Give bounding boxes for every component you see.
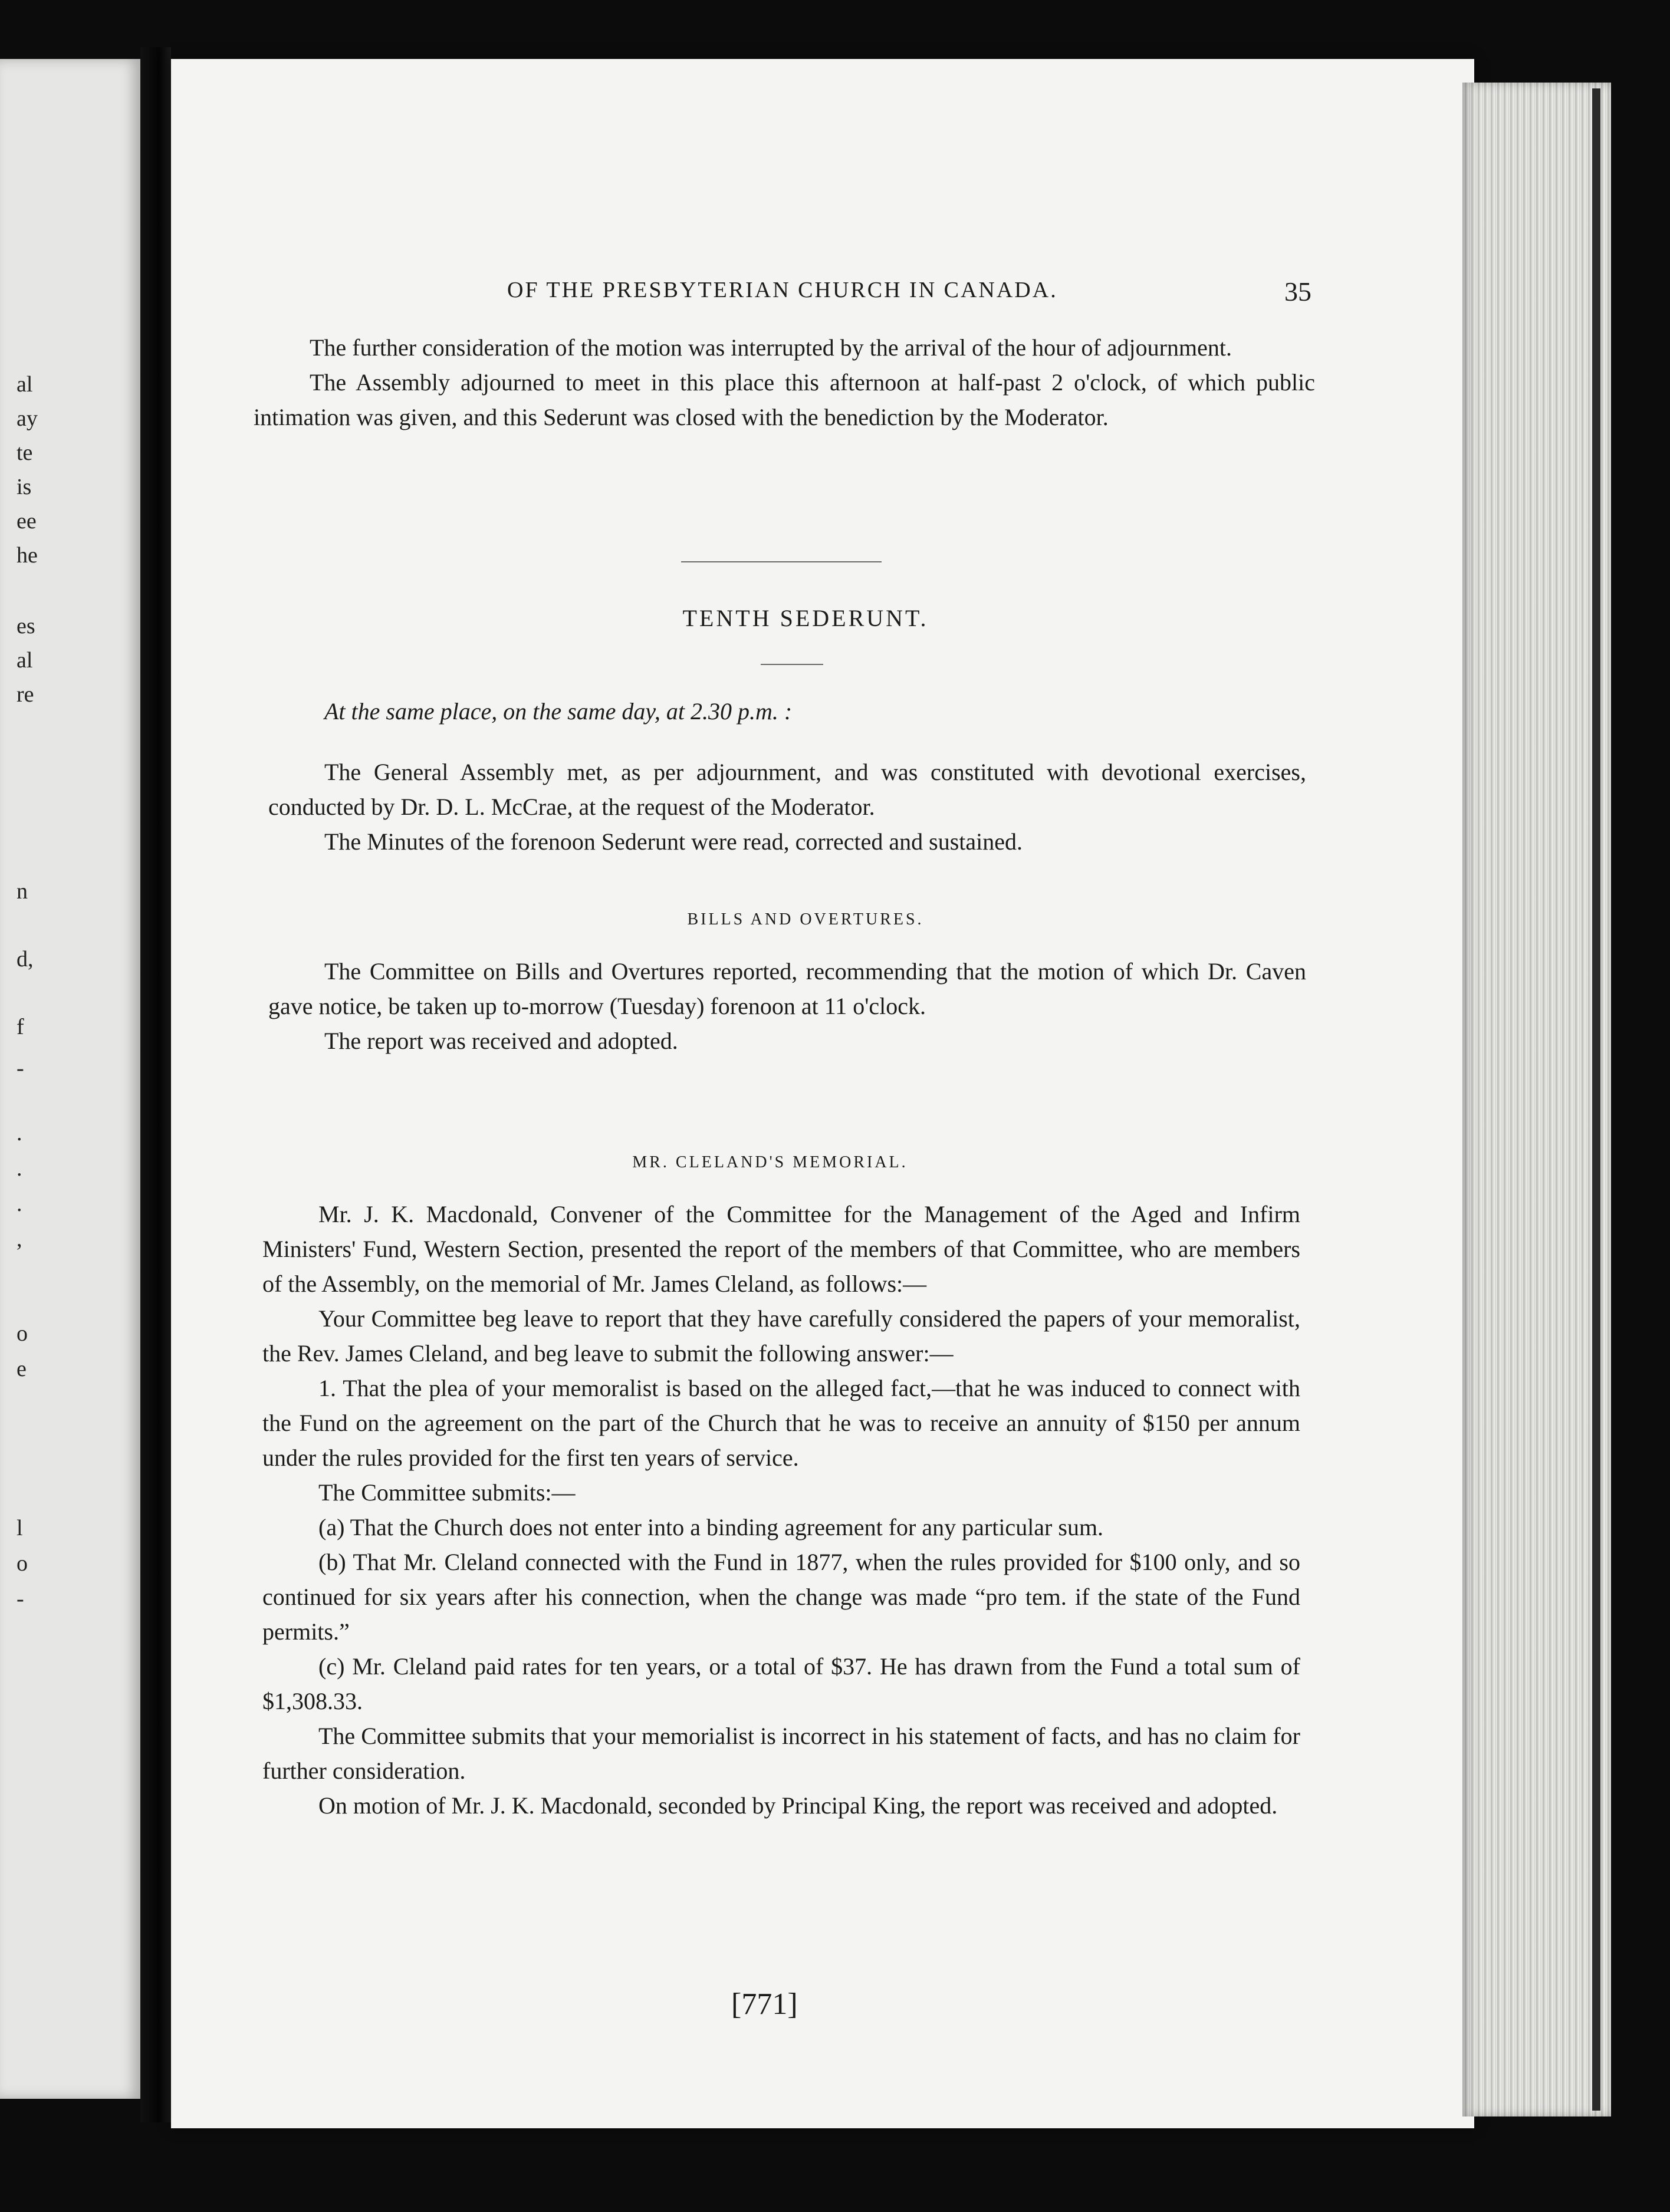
bills-heading: BILLS AND OVERTURES. xyxy=(687,910,924,929)
left-fragment: es xyxy=(17,614,35,638)
left-fragment: te xyxy=(17,440,33,465)
page-number: 35 xyxy=(1284,276,1311,307)
left-fragment: o xyxy=(17,1321,28,1346)
section-2-text xyxy=(268,755,1306,859)
page-edge-shadow xyxy=(1592,88,1600,2111)
left-fragment: is xyxy=(17,475,32,499)
left-fragment: f xyxy=(17,1015,24,1039)
left-fragment: al xyxy=(17,648,33,673)
left-fragment: - xyxy=(17,1586,24,1611)
paragraph: The Committee on Bills and Overtures reported, recommending that the motion of which Dr. Caven gave notice, be taken up to-morrow (Tuesday) forenoon at 11 o'clock. xyxy=(268,958,1306,1019)
paragraph: Your Committee beg leave to report that they have carefully considered the papers of your memoralist, the Rev. James Cleland, and beg leave to submit the following answer:— xyxy=(262,1305,1300,1367)
left-fragment: ee xyxy=(17,509,37,534)
paragraph: The General Assembly met, as per adjournment, and was constituted with devotional exercises, conducted by Dr. D. L. McCrae, at the request of the Moderator. xyxy=(268,759,1306,820)
left-fragment: d, xyxy=(17,947,34,972)
paragraph: (b) That Mr. Cleland connected with the Fund in 1877, when the rules provided for $100 only, and so continued for six years after his connection, when the change was made “pro tem. if the state of the Fund permits.” xyxy=(262,1549,1300,1645)
paragraph: The Minutes of the forenoon Sederunt were read, corrected and sustained. xyxy=(324,828,1023,855)
left-fragment: ay xyxy=(17,406,38,431)
section-1-text xyxy=(254,330,1315,434)
left-fragment: o xyxy=(17,1551,28,1576)
left-fragment: . xyxy=(17,1121,22,1146)
paragraph: (a) That the Church does not enter into a binding agreement for any particular sum. xyxy=(318,1514,1104,1540)
left-fragment: e xyxy=(17,1357,27,1381)
left-facing-page xyxy=(0,59,140,2099)
left-fragment: he xyxy=(17,543,38,568)
left-fragment: , xyxy=(17,1227,22,1252)
left-fragment: n xyxy=(17,879,28,904)
left-fragment: re xyxy=(17,682,34,707)
paragraph: The Committee submits that your memorialist is incorrect in his statement of facts, and has no claim for further consideration. xyxy=(262,1723,1300,1784)
heading-rule xyxy=(761,664,823,665)
paragraph: The Assembly adjourned to meet in this place this afternoon at half-past 2 o'clock, of which public intimation was given, and this Sederunt was closed with the benediction by the Moderator. xyxy=(254,369,1315,430)
paragraph: (c) Mr. Cleland paid rates for ten years, or a total of $37. He has drawn from the Fund a total sum of $1,308.33. xyxy=(262,1653,1300,1714)
left-fragment: al xyxy=(17,372,33,397)
paragraph: 1. That the plea of your memoralist is based on the alleged fact,—that he was induced to connect with the Fund on the agreement on the part of the Church that he was to receive an annuity of $150 per annum under the rules provided for the first ten years of service. xyxy=(262,1375,1300,1471)
paragraph: Mr. J. K. Macdonald, Convener of the Committee for the Management of the Aged and Infirm Ministers' Fund, Western Section, presented the report of the members of that Committee, who are members of the Assembly, on the memorial of Mr. James Cleland, as follows:— xyxy=(262,1201,1300,1297)
memorial-heading: MR. CLELAND'S MEMORIAL. xyxy=(632,1153,908,1171)
footer-document-number: [771] xyxy=(731,1987,798,2021)
paragraph: The Committee submits:— xyxy=(318,1479,576,1506)
book-gutter xyxy=(140,47,171,2122)
paragraph: The further consideration of the motion was interrupted by the arrival of the hour of adjournment. xyxy=(310,334,1232,361)
paragraph: On motion of Mr. J. K. Macdonald, seconded by Principal King, the report was received and adopted. xyxy=(318,1792,1278,1819)
left-fragment: . xyxy=(17,1156,22,1181)
left-fragment: l xyxy=(17,1516,23,1540)
section-divider xyxy=(681,561,882,562)
page-edges xyxy=(1462,83,1611,2116)
sederunt-heading: TENTH SEDERUNT. xyxy=(682,605,929,631)
bills-text xyxy=(268,954,1306,1058)
left-fragment: . xyxy=(17,1191,22,1216)
memorial-text xyxy=(262,1197,1300,1823)
running-head: OF THE PRESBYTERIAN CHURCH IN CANADA. xyxy=(507,278,1058,302)
paragraph: The report was received and adopted. xyxy=(324,1028,678,1054)
left-fragment: - xyxy=(17,1056,24,1081)
place-line: At the same place, on the same day, at 2.30 p.m. : xyxy=(324,698,793,725)
